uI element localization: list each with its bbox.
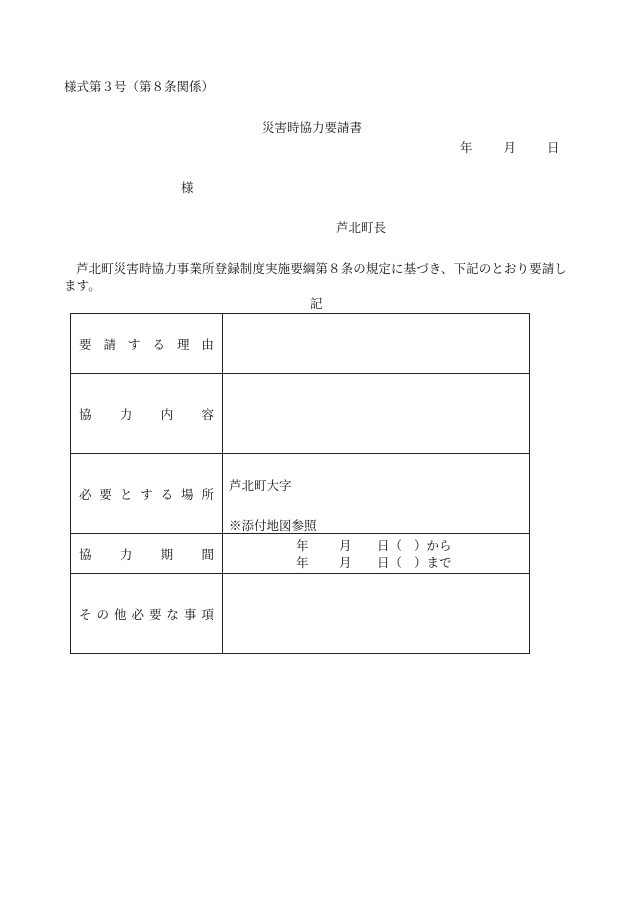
label-char: る [152,336,165,352]
label-char: 要 [99,486,112,502]
label-place [71,454,223,534]
label-char: 項 [201,606,214,622]
label-char: す [140,486,153,502]
period-start [223,537,529,554]
period-close: ） [414,537,427,553]
label-char: る [160,486,174,502]
value-reason[interactable] [223,314,530,374]
place-note: ※添付地図参照 [229,518,317,533]
period-close: ） [414,554,427,570]
label-char: 協 [79,546,92,562]
period-end [223,554,529,571]
label-char: 間 [201,546,214,562]
document-title: 災害時協力要請書 [262,120,363,135]
label-char: の [96,606,109,622]
date-day: 日 [547,140,560,155]
label-char: 所 [201,486,214,502]
label-char: 力 [119,546,133,562]
label-char: す [127,336,141,352]
label-reason [71,314,223,374]
label-char: 由 [201,336,214,352]
label-char: 他 [113,606,127,622]
period-suffix: から [426,537,452,553]
period-day: 日（ [377,554,403,570]
ki-heading: 記 [310,296,323,311]
addressee: 様 [181,180,194,195]
label-char: 必 [79,486,92,502]
period-month: 月 [339,554,352,570]
label-char: 要 [148,606,162,622]
sender: 芦北町長 [336,220,387,235]
body-text: 芦北町災害時協力事業所登録制度実施要綱第８条の規定に基づき、下記のとおり要請します。 [64,261,567,293]
label-char: 請 [103,336,116,352]
label-char: 内 [160,406,174,422]
request-table [70,313,530,654]
label-char: 事 [183,606,197,622]
label-char: 容 [201,406,214,422]
value-content[interactable] [223,374,530,454]
label-content [71,374,223,454]
label-period [71,534,223,574]
period-year: 年 [296,537,309,553]
label-char: 要 [79,336,92,352]
table-row-content [71,374,530,454]
period-year: 年 [296,554,309,570]
date-line [460,140,560,156]
label-other [71,574,223,654]
period-day: 日（ [377,537,403,553]
value-period[interactable] [223,534,530,574]
table-row-place [71,454,530,534]
table-row-reason [71,314,530,374]
table-row-period [71,534,530,574]
label-char: と [119,486,133,502]
label-char: 理 [176,336,190,352]
label-char: 協 [79,406,92,422]
label-char: 必 [131,606,144,622]
label-char: 場 [181,486,194,502]
form-number: 様式第３号（第８条関係） [64,79,215,94]
date-year: 年 [460,140,473,155]
label-char: そ [79,606,92,622]
date-month: 月 [503,140,517,155]
place-town: 芦北町大字 [229,478,292,493]
value-place[interactable] [223,454,530,534]
table-row-other [71,574,530,654]
label-char: な [166,606,179,622]
period-suffix: まで [426,554,452,570]
label-char: 期 [160,546,174,562]
value-other[interactable] [223,574,530,654]
period-month: 月 [339,537,352,553]
label-char: 力 [119,406,133,422]
